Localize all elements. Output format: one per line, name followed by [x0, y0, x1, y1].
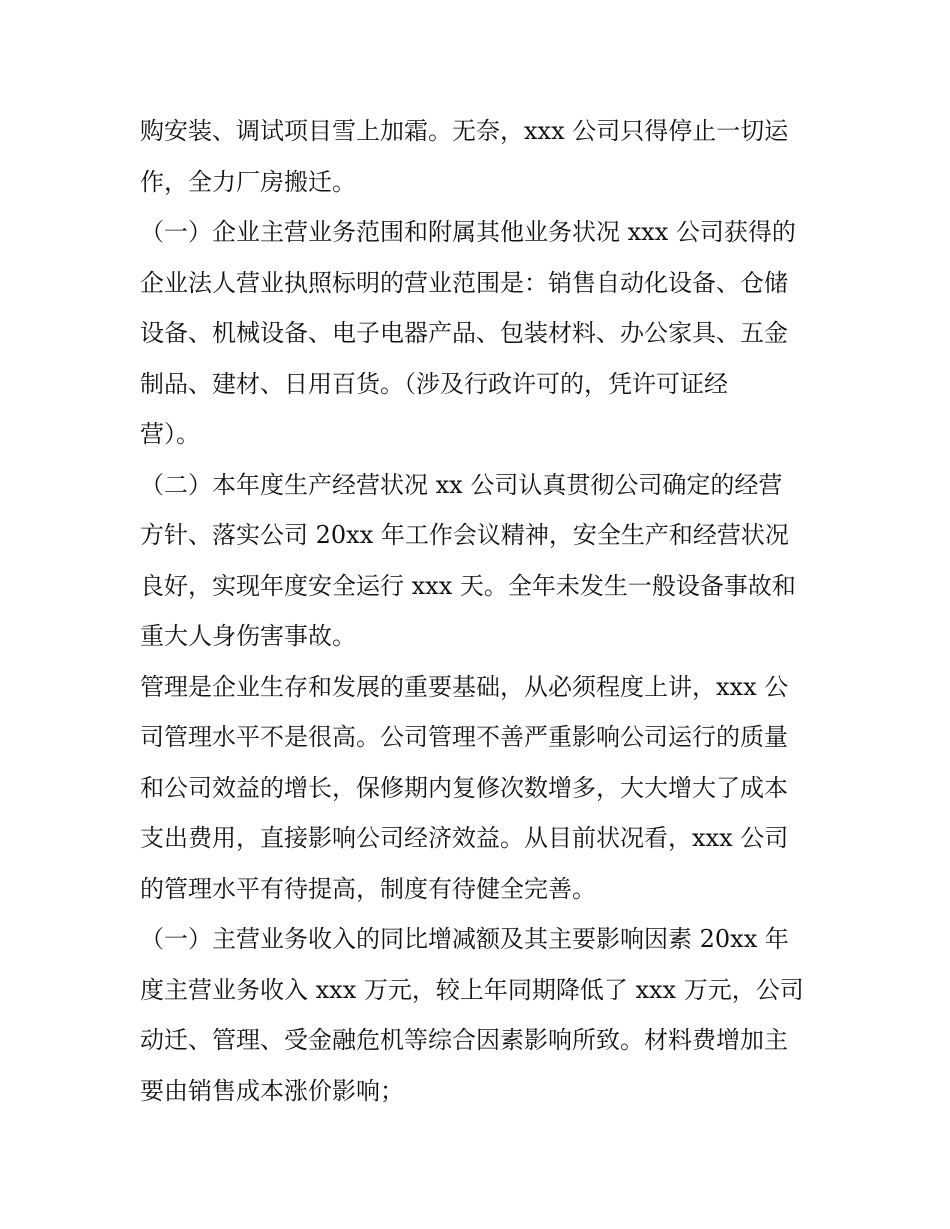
text-line: 企业法人营业执照标明的营业范围是：销售自动化设备、仓储 [140, 268, 788, 297]
text-line: 作，全力厂房搬迁。 [140, 167, 356, 196]
text-line: 要由销售成本涨价影响； [140, 1076, 404, 1105]
text-line: 度主营业务收入 xxx 万元，较上年同期降低了 xxx 万元，公司 [140, 975, 804, 1004]
text-line: 支出费用，直接影响公司经济效益。从目前状况看，xxx 公司 [140, 824, 789, 852]
text-line: 和公司效益的增长，保修期内复修次数增多，大大增大了成本 [140, 773, 788, 802]
text-line: 方针、落实公司 20xx 年工作会议精神，安全生产和经营状况 [140, 521, 789, 549]
text-line: （一）主营业务收入的同比增减额及其主要影响因素 20xx 年 [140, 925, 789, 953]
text-line: 营）。 [140, 420, 200, 448]
text-line: 制品、建材、日用百货。（涉及行政许可的，凭许可证经 [140, 369, 728, 398]
text-line: 管理是企业生存和发展的重要基础，从必须程度上讲，xxx 公 [140, 672, 789, 701]
text-line: 良好，实现年度安全运行 xxx 天。全年未发生一般设备事故和 [140, 571, 796, 600]
document-body [140, 106, 830, 1116]
text-line: 重大人身伤害事故。 [140, 622, 356, 650]
text-line: （二）本年度生产经营状况 xx 公司认真贯彻公司确定的经营 [140, 470, 783, 499]
text-line: 司管理水平不是很高。公司管理不善严重影响公司运行的质量 [140, 723, 788, 751]
text-line: 动迁、管理、受金融危机等综合因素影响所致。材料费增加主 [140, 1026, 788, 1054]
text-line: 购安装、调试项目雪上加霜。无奈，xxx 公司只得停止一切运 [140, 117, 789, 145]
text-line: 设备、机械设备、电子电器产品、包装材料、办公家具、五金 [140, 319, 788, 347]
text-line: （一）企业主营业务范围和附属其他业务状况 xxx 公司获得的 [140, 218, 796, 246]
text-line: 的管理水平有待提高，制度有待健全完善。 [140, 874, 596, 903]
